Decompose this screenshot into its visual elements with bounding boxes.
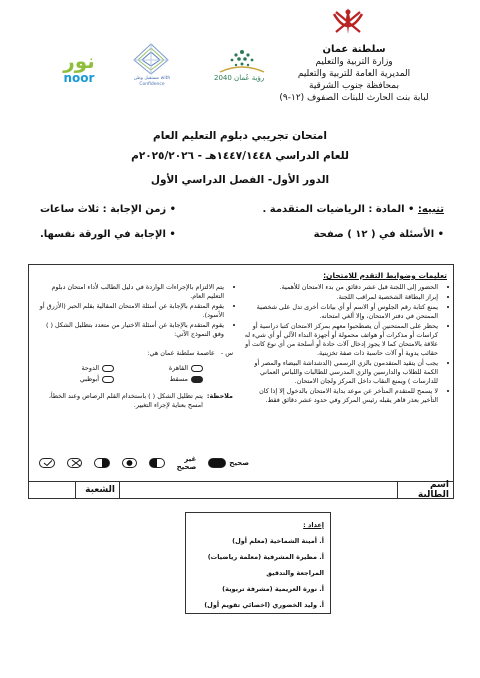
prepared-by-line: أ. أمينة الشماخية (معلم أول) xyxy=(232,537,324,545)
noor-arabic: نور xyxy=(63,49,95,73)
ministry-line: المديرية العامة للتربية والتعليم xyxy=(297,69,411,79)
question-text: عاصمة سلطنة عمان هي: xyxy=(147,349,215,357)
subject-text: • المادة : الرياضيات المتقدمة . xyxy=(262,204,415,215)
conference-text: مستقبل وطن with Confidence xyxy=(133,76,171,87)
option-item xyxy=(124,364,203,373)
instruction-item: • إبراز البطاقة الشخصية لمراقب اللجنة. xyxy=(241,293,438,302)
ministry-line: وزارة التربية والتعليم xyxy=(315,57,393,67)
instructions-left-column xyxy=(35,283,233,410)
correct-example xyxy=(208,458,249,468)
instruction-item: • يقوم المتقدم بالإجابة عن أسئلة الاختيار من متعدد بتظليل الشكل ( ) وفق النموذج الآتي: xyxy=(35,321,224,339)
cross-bubble-icon xyxy=(67,458,83,468)
instruction-item: • لا يسمح للمتقدم المتأخر عن موعد بداية الامتحان بالدخول إلا إذا كان التأخير بعذر قاهر يقبله رئيس المركز وفي حدود عشر دقائق فقط. xyxy=(241,387,438,405)
incorrect-label: غير صحيح xyxy=(176,455,197,471)
student-name-table xyxy=(28,481,454,499)
exam-title: امتحان تجريبي دبلوم التعليم العام xyxy=(153,130,327,142)
instruction-item: • الحضور إلى اللجنة قبل عشر دقائق من بدء الامتحان للأهمية. xyxy=(241,283,438,292)
subject-line xyxy=(263,204,445,215)
ministry-line: بمحافظة جنوب الشرقية xyxy=(309,81,399,91)
section-label: الشعبة xyxy=(75,482,119,498)
filled-bubble-icon xyxy=(191,376,203,383)
note-label: تنبيه: xyxy=(417,204,444,215)
correct-label: صحيح xyxy=(229,459,249,467)
instruction-item: • يقوم المتقدم بالإجابة عن أسئلة الامتحان المقالية بقلم الحبر (الأزرق أو الأسود). xyxy=(35,302,224,320)
exam-round: الدور الأول- الفصل الدراسي الأول xyxy=(150,174,330,186)
prepared-by-heading: إعداد : xyxy=(303,521,324,529)
marking-examples xyxy=(39,455,249,471)
ministry-header xyxy=(264,44,444,104)
academic-year: للعام الدراسي ١٤٤٧/١٤٤٨هـ - ٢٠٢٥/٢٠٢٦م xyxy=(131,150,349,162)
section-field[interactable] xyxy=(29,482,75,498)
option-label: مسقط xyxy=(169,375,188,383)
student-name-label: اسم الطالبة xyxy=(397,482,453,498)
instructions-heading: تعليمات وضوابط التقدم للامتحان: xyxy=(323,271,447,280)
answer-bubble-icon xyxy=(102,365,114,372)
noor-english: noor xyxy=(63,71,95,85)
option-label: الدوحة xyxy=(81,364,100,372)
prepared-by-box xyxy=(185,512,331,614)
instruction-item: • يمنع كتابة رقم الجلوس أو الاسم أو أي بيانات أخرى تدل على شخصية الممتحن في دفتر الامتحان، وإلا ألغي امتحانه. xyxy=(241,303,438,321)
sample-question xyxy=(35,349,233,358)
half-filled-bubble-icon xyxy=(94,458,110,468)
check-bubble-icon xyxy=(39,458,55,468)
dot-bubble-icon xyxy=(122,458,138,468)
remark xyxy=(35,392,233,410)
option-item xyxy=(35,375,114,384)
option-label: أبوظبي xyxy=(79,375,100,383)
instructions-box xyxy=(28,264,454,482)
prepared-by-line: المراجعة والتدقيق xyxy=(266,569,324,577)
sample-options xyxy=(35,364,233,384)
answer-bubble-icon xyxy=(191,365,203,372)
exam-info xyxy=(40,204,444,254)
instruction-item: • يتم الالتزام بالإجراءات الواردة في دليل الطالب لأداء امتحان دبلوم التعليم العام. xyxy=(35,283,224,301)
ministry-line: سلطنة عمان xyxy=(322,44,386,55)
filled-bubble-icon xyxy=(208,458,226,468)
half-filled-bubble-icon xyxy=(149,458,164,468)
instructions-right-column xyxy=(241,283,447,406)
option-label: القاهرة xyxy=(168,364,188,372)
student-name-field[interactable] xyxy=(119,482,397,498)
remark-label: ملاحظة: xyxy=(206,392,233,400)
instruction-item: • يحظر على الممتحنين أن يصطحبوا معهم بمركز الامتحان كتبا دراسية أو كراسات أو مذكرات أو هواتف محمولة أو أجهزة النداء الآلي أو أي شيء له علاقة بالامتحان كما لا يجوز إدخال آلات حادة أو أسلحة من أي نوع كانت أو حقائب يدوية أو آلات حاسبة ذات صفة تخزينية. xyxy=(241,322,438,358)
duration-text: • زمن الإجابة : ثلاث ساعات xyxy=(40,204,177,215)
instruction-item: • يجب أن يتقيد المتقدمون بالزي الرسمي (الدشداشة البيضاء والمصر أو الكمة للطلاب والدارسين والزي المدرسي للطالبات واللباس العماني للدارسات ) ويمنع النقاب داخل المركز ولجان الامتحان. xyxy=(241,359,438,386)
prepared-by-line: أ. مظيرة المشرفية (معلمة رياضيات) xyxy=(207,553,324,561)
ministry-line: لبابة بنت الحارث للبنات الصفوف (١٢-٩) xyxy=(279,93,429,103)
prepared-by-line: أ. نورة العريمية (مشرفة تربوية) xyxy=(222,585,324,593)
oman-emblem-icon xyxy=(328,4,368,42)
option-item xyxy=(35,364,114,373)
option-item xyxy=(124,375,203,384)
pages-text: • الأسئلة في ( ١٢ ) صفحة xyxy=(313,229,444,240)
answer-location-text: • الإجابة في الورقة نفسها. xyxy=(40,229,176,240)
noor-logo xyxy=(44,50,114,84)
remark-text: يتم تظليل الشكل ( ) باستخدام القلم الرصاص وعند الخطأ، امسح بعناية لإجراء التغيير. xyxy=(48,392,203,409)
prepared-by-line: أ. وليد الخضوري (اخصائي تقويم أول) xyxy=(204,601,324,609)
vision-text: رؤية عُمان 2040 xyxy=(214,74,265,82)
question-label: س - xyxy=(220,349,233,357)
answer-bubble-icon xyxy=(102,376,114,383)
incorrect-example xyxy=(149,455,196,471)
conference-logo xyxy=(128,40,174,78)
